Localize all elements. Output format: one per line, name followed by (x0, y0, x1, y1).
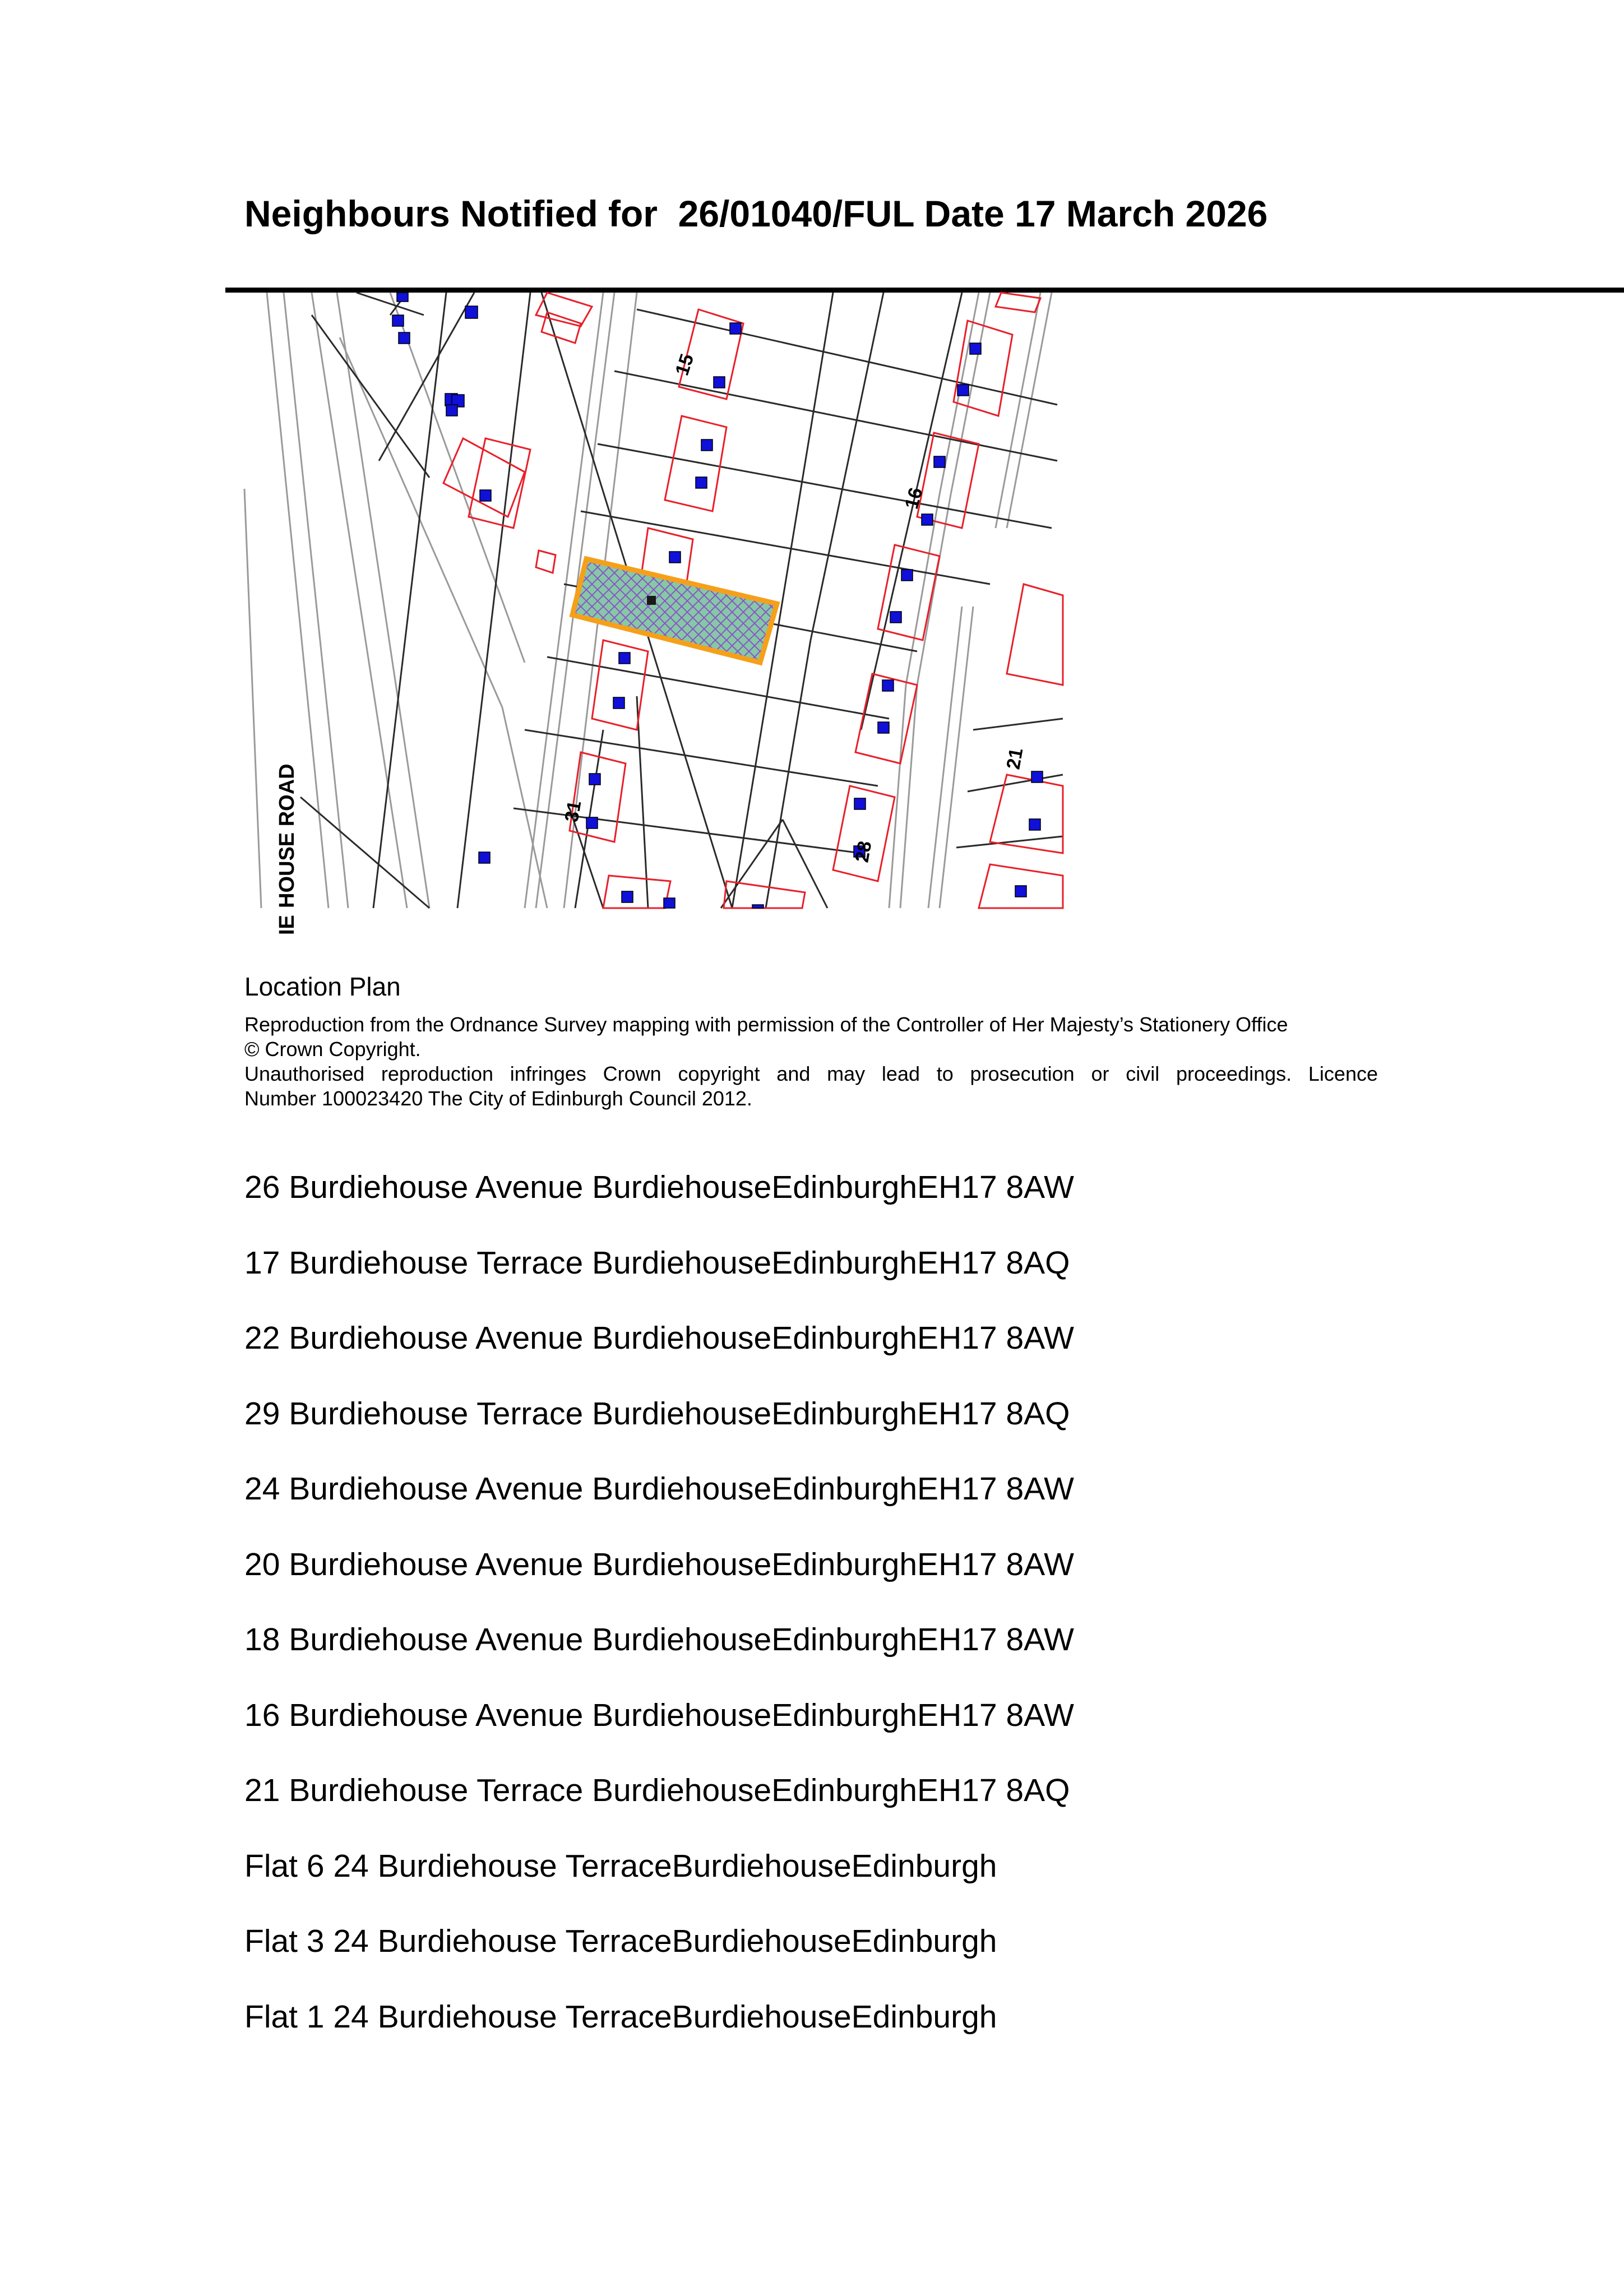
caption-heading: Location Plan (244, 972, 401, 1001)
copyright-line-4: Number 100023420 The City of Edinburgh Council 2012. (244, 1087, 752, 1110)
location-map (244, 293, 1063, 935)
neighbour-address: 29 Burdiehouse Terrace BurdiehouseEdinburghEH17 8AQ (244, 1395, 1070, 1432)
neighbour-address: 16 Burdiehouse Avenue BurdiehouseEdinburghEH17 8AW (244, 1697, 1074, 1733)
neighbour-address: 26 Burdiehouse Avenue BurdiehouseEdinburghEH17 8AW (244, 1169, 1074, 1205)
neighbour-address: 24 Burdiehouse Avenue BurdiehouseEdinburghEH17 8AW (244, 1471, 1074, 1507)
copyright-line-3: Unauthorised reproduction infringes Crown copyright and may lead to prosecution or civil proceedings. Licence (244, 1062, 1378, 1085)
neighbour-address: 17 Burdiehouse Terrace BurdiehouseEdinburghEH17 8AQ (244, 1244, 1070, 1281)
neighbour-address: Flat 3 24 Burdiehouse TerraceBurdiehouseEdinburgh (244, 1923, 997, 1959)
neighbour-address: 18 Burdiehouse Avenue BurdiehouseEdinburghEH17 8AW (244, 1622, 1074, 1658)
neighbour-address: 21 Burdiehouse Terrace BurdiehouseEdinburghEH17 8AQ (244, 1772, 1070, 1808)
neighbour-address: Flat 1 24 Burdiehouse TerraceBurdiehouseEdinburgh (244, 1998, 997, 2035)
house-number-16: 16 (901, 485, 927, 512)
neighbour-address-list (244, 1169, 1074, 2076)
map-labels (275, 351, 1027, 935)
copyright-line-2: © Crown Copyright. (244, 1038, 421, 1061)
title-divider (225, 288, 1624, 293)
copyright-line-1: Reproduction from the Ordnance Survey mapping with permission of the Controller of Her Majesty’s Stationery Office (244, 1013, 1288, 1036)
neighbour-address: Flat 6 24 Burdiehouse TerraceBurdiehouseEdinburgh (244, 1848, 997, 1884)
house-number-28: 28 (851, 839, 876, 864)
location-map-drawing (244, 293, 1063, 935)
neighbour-address: 22 Burdiehouse Avenue BurdiehouseEdinburghEH17 8AW (244, 1320, 1074, 1356)
neighbour-address: 20 Burdiehouse Avenue BurdiehouseEdinburghEH17 8AW (244, 1546, 1074, 1582)
house-number-15: 15 (671, 351, 698, 378)
site-address-point (647, 596, 656, 605)
road-label-prefix: IE (275, 915, 299, 935)
road-label: HOUSE ROAD (275, 763, 299, 908)
copyright-notice (244, 1012, 1378, 1111)
page-title: Neighbours Notified for 26/01040/FUL Date 17 March 2026 (244, 193, 1268, 234)
house-number-21: 21 (1002, 746, 1028, 771)
house-number-31: 31 (561, 799, 586, 824)
